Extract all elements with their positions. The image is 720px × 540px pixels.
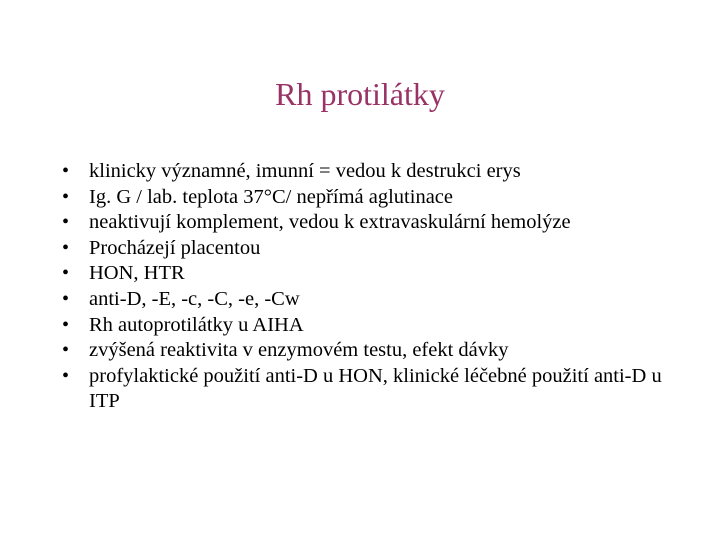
list-item-text: profylaktické použití anti-D u HON, klinické léčebné použití anti-D u ITP (89, 364, 662, 413)
bullet-icon: • (62, 185, 70, 208)
list-item-text: Ig. G / lab. teplota 37°C/ nepřímá aglutinace (89, 185, 453, 208)
list-item-text: HON, HTR (89, 262, 185, 285)
list-item-text: klinicky významné, imunní = vedou k destrukci erys (89, 160, 521, 182)
bullet-icon: • (62, 364, 70, 387)
list-item (62, 210, 672, 236)
bullet-icon: • (62, 160, 70, 182)
list-item-text: zvýšená reaktivita v enzymovém testu, efekt dávky (89, 339, 509, 362)
list-item-text: anti-D, -E, -c, -C, -e, -Cw (89, 287, 300, 310)
list-item-text: neaktivují komplement, vedou k extravaskulární hemolýze (89, 211, 571, 234)
list-item-text: Rh autoprotilátky u AIHA (89, 313, 304, 336)
list-item (62, 185, 672, 211)
list-item (62, 287, 672, 313)
list-item (62, 364, 672, 415)
bullet-list (62, 159, 672, 415)
list-item (62, 261, 672, 287)
list-item (62, 338, 672, 364)
bullet-icon: • (62, 236, 70, 259)
list-item-text: Procházejí placentou (89, 236, 261, 259)
bullet-icon: • (62, 287, 70, 310)
slide-title: Rh protilátky (275, 76, 445, 112)
list-item (62, 236, 672, 262)
bullet-icon: • (62, 262, 70, 285)
bullet-icon: • (62, 313, 70, 336)
bullet-icon: • (62, 339, 70, 362)
list-item (62, 313, 672, 339)
bullet-icon: • (62, 211, 70, 234)
list-item (62, 159, 672, 185)
